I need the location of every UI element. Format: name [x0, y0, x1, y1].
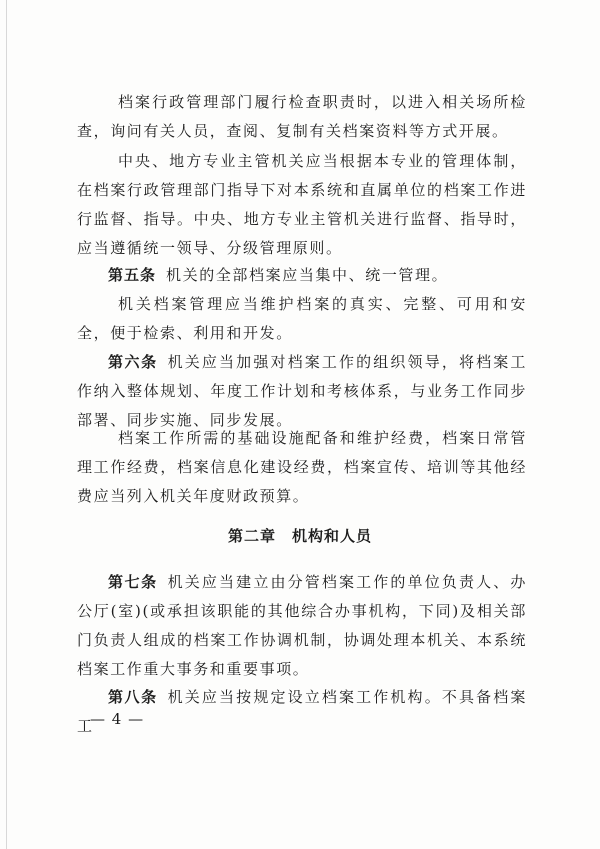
paragraph-article-7: [77, 568, 527, 684]
chapter-title: 机构和人员: [292, 527, 373, 545]
article-label: 第七条: [108, 573, 158, 591]
paragraph-archive-integrity: [77, 290, 527, 348]
paragraph-text: 中央、地方专业主管机关应当根据本专业的管理体制，在档案行政管理部门指导下对本系统和直属单位的档案工作进行监督、指导。中央、地方专业主管机关进行监督、指导时，应当遵循统一领导、分级管理原则。: [77, 152, 527, 257]
paragraph-text: 机关应当建立由分管档案工作的单位负责人、办公厅(室)(或承担该职能的其他综合办事机构，下同)及相关部门负责人组成的档案工作协调机制，协调处理本机关、本系统档案工作重大事务和重要事项。: [77, 573, 527, 678]
paragraph-article-5: [77, 261, 527, 290]
paragraph-text: 机关应当按规定设立档案工作机构。不具备档案工: [77, 688, 527, 735]
paragraph-article-8: [77, 683, 527, 741]
chapter-heading: [0, 525, 600, 546]
chapter-number: 第二章: [227, 527, 276, 545]
paragraph-text: 档案工作所需的基础设施配备和维护经费，档案日常管理工作经费，档案信息化建设经费，档案宣传、培训等其他经费应当列入机关年度财政预算。: [77, 429, 527, 505]
scan-edge-line: [6, 0, 7, 849]
paragraph-text: 机关应当加强对档案工作的组织领导，将档案工作纳入整体规划、年度工作计划和考核体系，与业务工作同步部署、同步实施、同步发展。: [77, 353, 527, 429]
paragraph-supervision: [77, 147, 527, 263]
paragraph-funding: [77, 424, 527, 511]
paragraph-text: 机关档案管理应当维护档案的真实、完整、可用和安全，便于检索、利用和开发。: [77, 295, 527, 342]
paragraph-text: 机关的全部档案应当集中、统一管理。: [166, 266, 449, 284]
article-label: 第五条: [108, 266, 157, 284]
page-number: — 4 —: [90, 710, 145, 728]
paragraph-article-6: [77, 348, 527, 435]
paragraph-inspection-duties: [77, 88, 527, 146]
paragraph-text: 档案行政管理部门履行检查职责时，以进入相关场所检查，询问有关人员，查阅、复制有关档案资料等方式开展。: [77, 93, 527, 140]
article-label: 第六条: [108, 353, 158, 371]
article-label: 第八条: [108, 688, 158, 706]
